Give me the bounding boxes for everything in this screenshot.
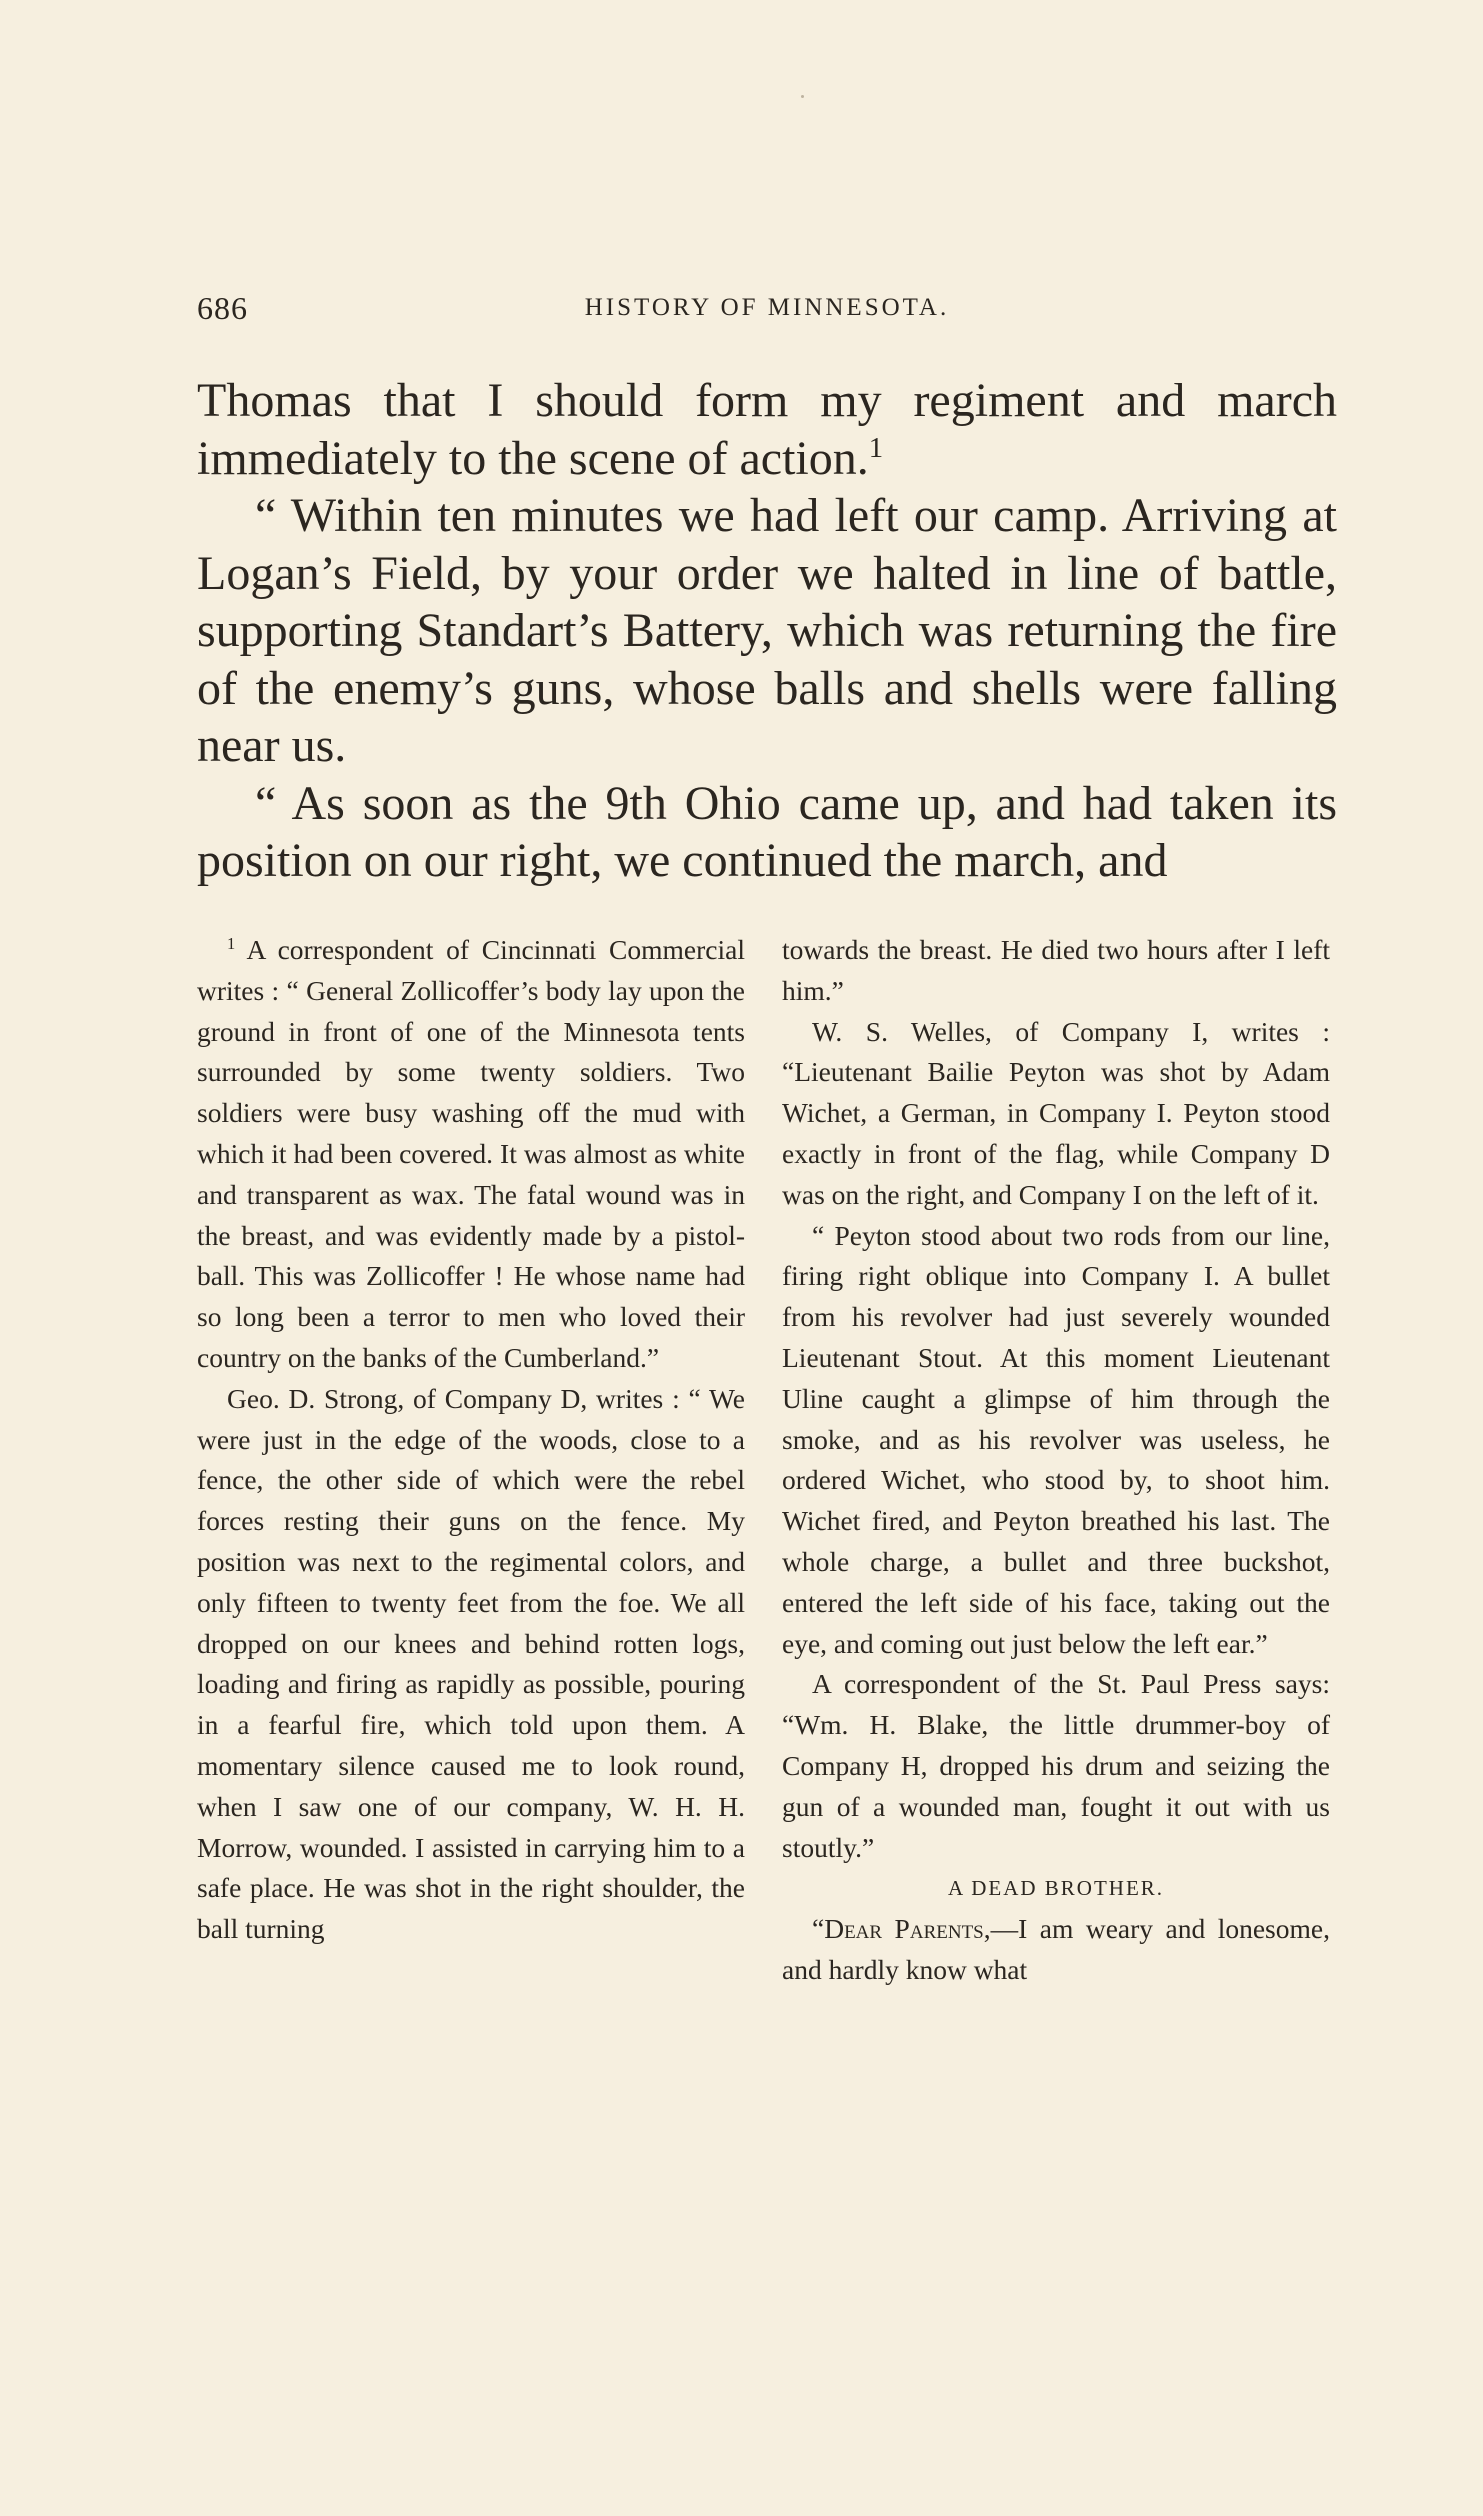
footnote-column-right (782, 930, 1330, 1991)
footnote-marker: 1 (227, 933, 236, 953)
letter-paragraph (782, 1909, 1330, 1991)
paper-speck (801, 95, 804, 98)
footnote-paragraph: W. S. Welles, of Company I, writes : “Lieutenant Bailie Peyton was shot by Adam Wichet, a German, in Company I. Peyton stood exactly in front of the flag, while Company D was on the right, and Company I on the left of it. (782, 1015, 1330, 1210)
running-head: HISTORY OF MINNESOTA. (584, 294, 950, 321)
footnote-paragraph (197, 930, 745, 1379)
footnote-column-left (197, 930, 745, 1950)
footnote-paragraph: Geo. D. Strong, of Company D, writes : “ We were just in the edge of the woods, close to a fence, the other side of which were the rebel forces resting their guns on the fence. My position was next to the regimental colors, and only fifteen to twenty feet from the foe. We all dropped on our knees and behind rotten logs, loading and firing as rapidly as possible, pouring in a fearful fire, which told upon them. A momentary silence caused me to look round, when I saw one of our company, W. H. H. Morrow, wounded. I assisted in carrying him to a safe place. He was shot in the right shoulder, the ball turning (197, 1382, 745, 1945)
letter-text: —I am weary and lonesome, and hardly know what (782, 1913, 1330, 1985)
main-paragraph (197, 372, 1337, 487)
main-text (197, 372, 1337, 890)
main-paragraph: “ Within ten minutes we had left our camp. Arriving at Logan’s Field, by your order we halted in line of battle, supporting Standart’s Battery, which was returning the fire of the enemy’s guns, whose balls and shells were falling near us. (197, 489, 1337, 772)
main-paragraph-text: Thomas that I should form my regiment and march immediately to the scene of action. (197, 374, 1337, 485)
footnote-paragraph: towards the breast. He died two hours after I left him.” (782, 934, 1330, 1006)
section-heading: A DEAD BROTHER. (947, 1876, 1165, 1901)
main-paragraph: “ As soon as the 9th Ohio came up, and had taken its position on our right, we continued the march, and (197, 776, 1337, 887)
footnote-paragraph: A correspondent of the St. Paul Press says: “Wm. H. Blake, the little drummer-boy of Company H, dropped his drum and seizing the gun of a wounded man, fought it out with us stoutly.” (782, 1668, 1330, 1863)
page-header (197, 290, 1337, 330)
footnote-paragraph: “ Peyton stood about two rods from our line, firing right oblique into Company I. A bullet from his revolver had just severely wounded Lieutenant Stout. At this moment Lieutenant Uline caught a glimpse of him through the smoke, and as his revolver was useless, he ordered Wichet, who stood by, to shoot him. Wichet fired, and Peyton breathed his last. The whole charge, a bullet and three buckshot, entered the left side of his face, taking out the eye, and coming out just below the left ear.” (782, 1219, 1330, 1659)
footnote-text: A correspondent of Cincinnati Commercial writes : “ General Zollicoffer’s body lay upon the ground in front of one of the Minnesota tents surrounded by some twenty soldiers. Two soldiers were busy washing off the mud with which it had been covered. It was almost as white and transparent as wax. The fatal wound was in the breast, and was evidently made by a pistol-ball. This was Zollicoffer ! He whose name had so long been a terror to men who loved their country on the banks of the Cumberland.” (197, 934, 745, 1373)
footnote-ref: 1 (868, 431, 884, 464)
page-number: 686 (197, 290, 248, 326)
letter-salutation: “Dear Parents, (812, 1913, 991, 1945)
